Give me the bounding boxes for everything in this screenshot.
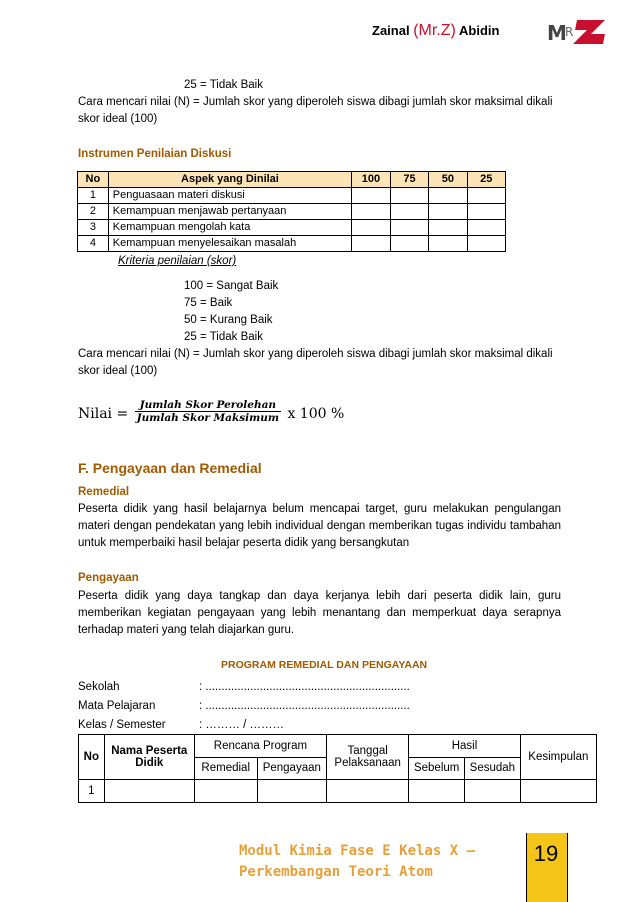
cell[interactable] bbox=[327, 780, 409, 803]
row-no: 1 bbox=[78, 188, 109, 204]
section-f-title: F. Pengayaan dan Remedial bbox=[78, 460, 262, 476]
calc-text-2-line2: skor ideal (100) bbox=[78, 365, 158, 377]
col-date: Tanggal Pelaksanaan bbox=[327, 735, 409, 780]
row-aspect: Kemampuan menyelesaikan masalah bbox=[108, 236, 351, 252]
table-row bbox=[78, 236, 506, 252]
col-no: No bbox=[78, 172, 109, 188]
criteria-top-last: 25 = Tidak Baik bbox=[184, 79, 263, 91]
score-cell[interactable] bbox=[352, 236, 391, 252]
col-plan: Rencana Program bbox=[194, 735, 326, 758]
row-aspect: Kemampuan mengolah kata bbox=[108, 220, 351, 236]
discussion-table bbox=[77, 171, 506, 252]
score-cell[interactable] bbox=[467, 236, 505, 252]
col-result: Hasil bbox=[409, 735, 520, 758]
row-aspect: Penguasaan materi diskusi bbox=[108, 188, 351, 204]
score-cell[interactable] bbox=[352, 204, 391, 220]
calc-text-1-line1: Cara mencari nilai (N) = Jumlah skor yang diperoleh siswa dibagi jumlah skor maksimal dikali bbox=[78, 96, 553, 108]
cell[interactable] bbox=[520, 780, 596, 803]
header-author bbox=[372, 22, 499, 40]
footer-module-title bbox=[239, 841, 475, 883]
score-cell[interactable] bbox=[390, 204, 428, 220]
svg-text:M: M bbox=[547, 21, 567, 45]
col-before: Sebelum bbox=[409, 757, 465, 780]
formula-numerator: Jumlah Skor Perolehan bbox=[135, 399, 281, 412]
enrichment-text: Peserta didik yang daya tangkap dan daya kerjanya lebih dari peserta didik lain, guru memberikan kegiatan pengayaan yang lebih menantang dan memperkuat daya serapnya terhadap materi yang telah diajarkan guru. bbox=[78, 590, 561, 636]
score-cell[interactable] bbox=[352, 188, 391, 204]
form-label-subject: Mata Pelajaran bbox=[78, 700, 156, 712]
calc-text-1-line2: skor ideal (100) bbox=[78, 113, 158, 125]
criteria-title: Kriteria penilaian (skor) bbox=[118, 255, 237, 267]
footer-line1: Modul Kimia Fase E Kelas X – bbox=[239, 843, 476, 859]
score-cell[interactable] bbox=[429, 204, 467, 220]
cell[interactable] bbox=[194, 780, 257, 803]
col-50: 50 bbox=[429, 172, 467, 188]
mrz-logo-icon bbox=[547, 14, 611, 48]
table-row bbox=[78, 204, 506, 220]
formula-rhs: x 100 % bbox=[287, 405, 345, 422]
form-value-subject[interactable]: : ................................................................ bbox=[199, 700, 410, 712]
discussion-title: Instrumen Penilaian Diskusi bbox=[78, 148, 232, 160]
row-no: 4 bbox=[78, 236, 109, 252]
form-value-school[interactable]: : ................................................................ bbox=[199, 681, 410, 693]
footer-line2: Perkembangan Teori Atom bbox=[239, 864, 433, 880]
criteria-item: 25 = Tidak Baik bbox=[184, 331, 263, 343]
form-label-school: Sekolah bbox=[78, 681, 120, 693]
row-aspect: Kemampuan menjawab pertanyaan bbox=[108, 204, 351, 220]
score-formula bbox=[78, 399, 344, 424]
form-label-class: Kelas / Semester bbox=[78, 719, 166, 731]
col-75: 75 bbox=[390, 172, 428, 188]
program-title: PROGRAM REMEDIAL DAN PENGAYAAN bbox=[221, 659, 428, 671]
table-header-row bbox=[78, 172, 506, 188]
row-no: 1 bbox=[79, 780, 105, 803]
row-no: 3 bbox=[78, 220, 109, 236]
cell[interactable] bbox=[409, 780, 465, 803]
col-conclusion: Kesimpulan bbox=[520, 735, 596, 780]
author-nickname: (Mr.Z) bbox=[413, 22, 456, 39]
score-cell[interactable] bbox=[467, 220, 505, 236]
score-cell[interactable] bbox=[390, 188, 428, 204]
table-row bbox=[78, 188, 506, 204]
score-cell[interactable] bbox=[352, 220, 391, 236]
author-last-name: Abidin bbox=[459, 23, 500, 38]
calc-text-2-line1: Cara mencari nilai (N) = Jumlah skor yang diperoleh siswa dibagi jumlah skor maksimal dikali bbox=[78, 348, 553, 360]
score-cell[interactable] bbox=[429, 188, 467, 204]
form-value-class[interactable]: : ……… / ……… bbox=[199, 719, 284, 731]
col-no: No bbox=[79, 735, 105, 780]
program-table bbox=[78, 734, 597, 803]
col-aspect: Aspek yang Dinilai bbox=[108, 172, 351, 188]
table-row bbox=[79, 780, 597, 803]
cell[interactable] bbox=[465, 780, 521, 803]
enrichment-title: Pengayaan bbox=[78, 572, 139, 584]
svg-text:R: R bbox=[565, 25, 574, 39]
col-enrichment: Pengayaan bbox=[257, 757, 326, 780]
author-first-name: Zainal bbox=[372, 23, 410, 38]
remedial-title: Remedial bbox=[78, 486, 130, 498]
score-cell[interactable] bbox=[429, 220, 467, 236]
col-name: Nama Peserta Didik bbox=[104, 735, 194, 780]
score-cell[interactable] bbox=[467, 204, 505, 220]
criteria-item: 50 = Kurang Baik bbox=[184, 314, 273, 326]
score-cell[interactable] bbox=[467, 188, 505, 204]
criteria-item: 100 = Sangat Baik bbox=[184, 280, 279, 292]
col-100: 100 bbox=[352, 172, 391, 188]
col-25: 25 bbox=[467, 172, 505, 188]
criteria-item: 75 = Baik bbox=[184, 297, 233, 309]
col-remedial: Remedial bbox=[194, 757, 257, 780]
cell[interactable] bbox=[257, 780, 326, 803]
score-cell[interactable] bbox=[429, 236, 467, 252]
score-cell[interactable] bbox=[390, 220, 428, 236]
cell[interactable] bbox=[104, 780, 194, 803]
formula-lhs: Nilai = bbox=[78, 405, 129, 422]
page-number: 19 bbox=[533, 841, 559, 866]
formula-denominator: Jumlah Skor Maksimum bbox=[136, 412, 279, 424]
row-no: 2 bbox=[78, 204, 109, 220]
col-after: Sesudah bbox=[465, 757, 521, 780]
remedial-text: Peserta didik yang hasil belajarnya belum mencapai target, guru melakukan pengulangan materi dengan pendekatan yang lebih individual dengan memberikan tugas individu tambahan untuk memperbaiki hasil belajar peserta didik yang bersangkutan bbox=[78, 503, 561, 549]
score-cell[interactable] bbox=[390, 236, 428, 252]
table-row bbox=[78, 220, 506, 236]
